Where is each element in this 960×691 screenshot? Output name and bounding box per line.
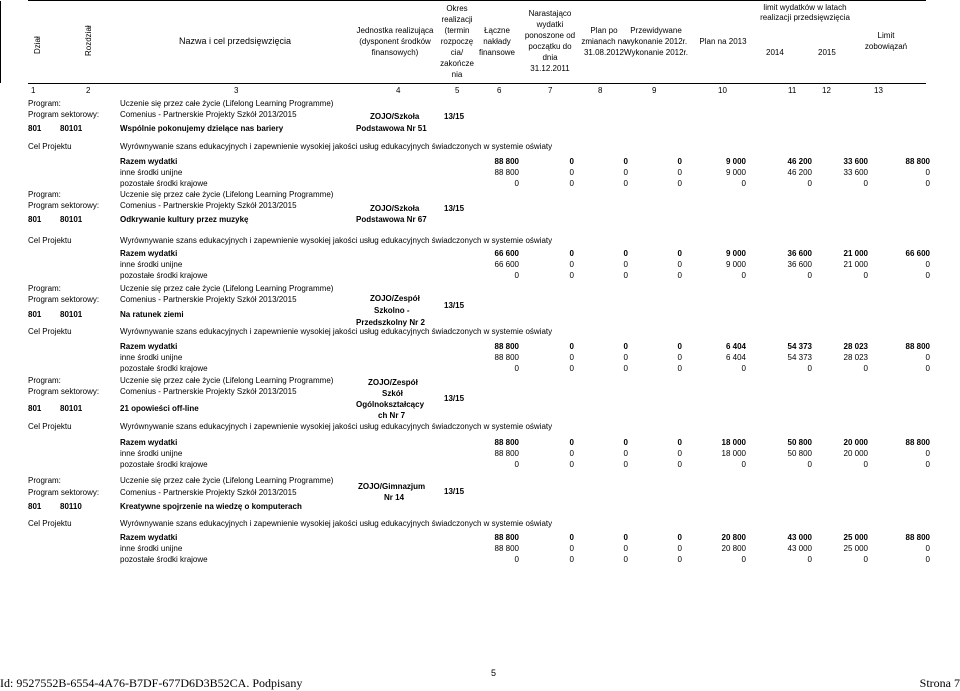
- row-razem-value: 33 600: [843, 157, 868, 166]
- row-pozostale-value: 0: [741, 460, 746, 469]
- row-razem-value: 18 000: [721, 438, 746, 447]
- row-razem-value: 46 200: [787, 157, 812, 166]
- header-przewidywane: Przewidywane wykonanie 2012r. Wykonanie 2012r.: [624, 25, 688, 57]
- colnum-5: 5: [455, 86, 460, 95]
- program-label: Program:: [28, 99, 61, 108]
- row-inne-value: 88 800: [494, 544, 519, 553]
- row-razem-value: 0: [677, 438, 682, 447]
- row-inne-value: 0: [925, 353, 930, 362]
- row-razem-value: 50 800: [787, 438, 812, 447]
- program-sektorowy-label: Program sektorowy:: [28, 387, 100, 396]
- row-inne-label: inne środki unijne: [120, 260, 183, 269]
- row-inne-label: inne środki unijne: [120, 544, 183, 553]
- row-pozostale-value: 0: [569, 460, 574, 469]
- project-unit-line: Szkół: [382, 389, 403, 398]
- program-sektorowy-value: Comenius - Partnerskie Projekty Szkół 2013/2015: [120, 110, 297, 119]
- row-inne-value: 21 000: [843, 260, 868, 269]
- row-inne-value: 18 000: [721, 449, 746, 458]
- header-nazwa: Nazwa i cel przedsięwzięcia: [178, 35, 292, 46]
- row-pozostale-value: 0: [514, 460, 519, 469]
- project-term: 13/15: [444, 204, 465, 213]
- row-razem-value: 88 800: [905, 533, 930, 542]
- row-pozostale-value: 0: [677, 364, 682, 373]
- header-2014: 2014: [766, 48, 784, 57]
- header-dzial: Dział: [33, 36, 42, 54]
- row-pozostale-value: 0: [569, 271, 574, 280]
- footer-strona: Strona 7: [919, 676, 960, 690]
- row-razem-value: 0: [623, 249, 628, 258]
- row-razem-value: 0: [677, 157, 682, 166]
- cel-projektu-value: Wyrównywanie szans edukacyjnych i zapewnienie wysokiej jakości usług edukacyjnych świadczonych w systemie oświaty: [120, 142, 553, 151]
- program-sektorowy-label: Program sektorowy:: [28, 201, 100, 210]
- project-rozdzial: 80101: [60, 310, 83, 319]
- header-laczne: Łączne nakłady finansowe: [478, 25, 516, 57]
- cel-projektu-label: Cel Projektu: [28, 519, 72, 528]
- row-inne-value: 0: [925, 449, 930, 458]
- row-pozostale-value: 0: [623, 364, 628, 373]
- row-razem-value: 20 800: [721, 533, 746, 542]
- row-inne-value: 0: [677, 353, 682, 362]
- colnum-13: 13: [874, 86, 883, 95]
- row-pozostale-value: 0: [863, 555, 868, 564]
- project-unit-line: Szkolno -: [374, 306, 410, 315]
- project-term: 13/15: [444, 112, 465, 121]
- row-inne-value: 0: [623, 353, 628, 362]
- row-pozostale-value: 0: [623, 271, 628, 280]
- cel-projektu-value: Wyrównywanie szans edukacyjnych i zapewnienie wysokiej jakości usług edukacyjnych świadczonych w systemie oświaty: [120, 236, 553, 245]
- row-pozostale-value: 0: [863, 460, 868, 469]
- row-inne-value: 46 200: [787, 168, 812, 177]
- program-sektorowy-label: Program sektorowy:: [28, 110, 100, 119]
- row-inne-value: 43 000: [787, 544, 812, 553]
- row-razem-value: 54 373: [787, 342, 812, 351]
- row-pozostale-value: 0: [925, 179, 930, 188]
- cel-projektu-value: Wyrównywanie szans edukacyjnych i zapewnienie wysokiej jakości usług edukacyjnych świadczonych w systemie oświaty: [120, 422, 553, 431]
- row-pozostale-label: pozostałe środki krajowe: [120, 555, 208, 564]
- project-unit: ZOJO/Szkoła: [370, 204, 420, 213]
- project-unit-line: Ogólnokształcący: [356, 400, 425, 409]
- row-pozostale-value: 0: [925, 460, 930, 469]
- project-name: Kreatywne spojrzenie na wiedzę o komputerach: [120, 502, 302, 511]
- row-pozostale-value: 0: [569, 364, 574, 373]
- row-razem-value: 9 000: [725, 157, 746, 166]
- header-limit-zob: Limit zobowiązań: [864, 31, 908, 51]
- row-inne-value: 88 800: [494, 168, 519, 177]
- project-unit-line: Przedszkolny Nr 2: [356, 318, 425, 327]
- colnum-10: 10: [718, 86, 727, 95]
- row-razem-value: 20 000: [843, 438, 868, 447]
- project-dzial: 801: [28, 310, 42, 319]
- row-razem-value: 6 404: [725, 342, 746, 351]
- row-pozostale-value: 0: [514, 271, 519, 280]
- row-inne-value: 50 800: [787, 449, 812, 458]
- colnum-4: 4: [396, 86, 401, 95]
- row-inne-value: 0: [925, 168, 930, 177]
- program-value: Uczenie się przez całe życie (Lifelong Learning Programme): [120, 190, 334, 199]
- project-rozdzial: 80101: [60, 404, 83, 413]
- row-pozostale-value: 0: [807, 555, 812, 564]
- row-razem-value: 25 000: [843, 533, 868, 542]
- project-dzial: 801: [28, 124, 42, 133]
- row-inne-value: 0: [569, 353, 574, 362]
- colnum-7: 7: [548, 86, 553, 95]
- row-razem-label: Razem wydatki: [120, 342, 178, 351]
- row-inne-value: 0: [623, 168, 628, 177]
- row-razem-value: 0: [569, 249, 574, 258]
- header-narastajaco: Narastająco wydatki ponoszone od początku do dnia 31.12.2011: [524, 9, 576, 73]
- header-rozdzial: Rozdział: [84, 25, 93, 56]
- row-pozostale-value: 0: [741, 271, 746, 280]
- cel-projektu-label: Cel Projektu: [28, 142, 72, 151]
- project-unit-line: Nr 14: [384, 493, 405, 502]
- colnum-1: 1: [31, 86, 36, 95]
- row-pozostale-value: 0: [741, 364, 746, 373]
- row-inne-value: 0: [677, 260, 682, 269]
- project-rozdzial: 80110: [60, 502, 82, 511]
- row-razem-value: 66 600: [905, 249, 930, 258]
- page-number: 5: [491, 668, 497, 678]
- header-2015: 2015: [818, 48, 836, 57]
- program-value: Uczenie się przez całe życie (Lifelong Learning Programme): [120, 284, 334, 293]
- row-pozostale-value: 0: [925, 271, 930, 280]
- row-razem-value: 0: [569, 438, 574, 447]
- row-inne-value: 0: [569, 449, 574, 458]
- project-unit-line: Podstawowa Nr 67: [356, 215, 427, 224]
- footer-id: Id: 9527552B-6554-4A76-B7DF-677D6D3B52CA. Podpisany: [0, 676, 303, 690]
- cel-projektu-value: Wyrównywanie szans edukacyjnych i zapewnienie wysokiej jakości usług edukacyjnych świadczonych w systemie oświaty: [120, 327, 553, 336]
- row-razem-value: 88 800: [905, 342, 930, 351]
- row-razem-value: 0: [623, 533, 628, 542]
- row-inne-value: 0: [569, 260, 574, 269]
- project-name: Na ratunek ziemi: [120, 310, 184, 319]
- cel-projektu-label: Cel Projektu: [28, 236, 72, 245]
- project-name: Wspólnie pokonujemy dzielące nas bariery: [120, 124, 284, 133]
- program-sektorowy-value: Comenius - Partnerskie Projekty Szkół 2013/2015: [120, 201, 297, 210]
- row-pozostale-value: 0: [677, 179, 682, 188]
- row-pozostale-label: pozostałe środki krajowe: [120, 271, 208, 280]
- row-pozostale-value: 0: [677, 555, 682, 564]
- row-pozostale-value: 0: [925, 555, 930, 564]
- row-pozostale-label: pozostałe środki krajowe: [120, 364, 208, 373]
- project-dzial: 801: [28, 404, 42, 413]
- row-pozostale-value: 0: [807, 460, 812, 469]
- program-value: Uczenie się przez całe życie (Lifelong Learning Programme): [120, 376, 334, 385]
- row-inne-value: 20 000: [843, 449, 868, 458]
- colnum-9: 9: [652, 86, 657, 95]
- colnum-3: 3: [234, 86, 239, 95]
- row-inne-value: 25 000: [843, 544, 868, 553]
- row-pozostale-value: 0: [741, 555, 746, 564]
- row-pozostale-value: 0: [863, 364, 868, 373]
- cel-projektu-label: Cel Projektu: [28, 422, 72, 431]
- row-razem-value: 88 800: [494, 533, 519, 542]
- row-inne-value: 6 404: [725, 353, 746, 362]
- row-razem-value: 0: [677, 342, 682, 351]
- project-name: 21 opowieści off-line: [120, 404, 199, 413]
- row-inne-value: 0: [677, 449, 682, 458]
- row-pozostale-value: 0: [863, 271, 868, 280]
- row-razem-value: 88 800: [905, 157, 930, 166]
- row-inne-value: 0: [623, 260, 628, 269]
- row-razem-value: 28 023: [843, 342, 868, 351]
- row-inne-value: 0: [569, 168, 574, 177]
- row-inne-value: 88 800: [494, 449, 519, 458]
- row-inne-value: 66 600: [494, 260, 519, 269]
- row-pozostale-value: 0: [569, 179, 574, 188]
- row-inne-value: 36 600: [787, 260, 812, 269]
- row-inne-value: 0: [623, 449, 628, 458]
- row-pozostale-value: 0: [569, 555, 574, 564]
- colnum-12: 12: [822, 86, 831, 95]
- row-inne-value: 9 000: [725, 260, 746, 269]
- project-name: Odkrywanie kultury przez muzykę: [120, 215, 249, 224]
- row-pozostale-value: 0: [925, 364, 930, 373]
- row-razem-label: Razem wydatki: [120, 249, 178, 258]
- program-label: Program:: [28, 476, 61, 485]
- project-term: 13/15: [444, 487, 465, 496]
- project-unit-line: Podstawowa Nr 51: [356, 124, 427, 133]
- row-inne-value: 88 800: [494, 353, 519, 362]
- header-plan2013: Plan na 2013: [699, 36, 747, 46]
- row-razem-label: Razem wydatki: [120, 438, 178, 447]
- row-pozostale-label: pozostałe środki krajowe: [120, 460, 208, 469]
- project-rozdzial: 80101: [60, 124, 83, 133]
- row-pozostale-value: 0: [514, 555, 519, 564]
- row-pozostale-value: 0: [807, 179, 812, 188]
- row-razem-label: Razem wydatki: [120, 157, 178, 166]
- cel-projektu-value: Wyrównywanie szans edukacyjnych i zapewnienie wysokiej jakości usług edukacyjnych świadczonych w systemie oświaty: [120, 519, 553, 528]
- row-razem-value: 0: [569, 157, 574, 166]
- row-pozostale-value: 0: [677, 460, 682, 469]
- row-inne-value: 33 600: [843, 168, 868, 177]
- row-inne-label: inne środki unijne: [120, 353, 183, 362]
- program-sektorowy-value: Comenius - Partnerskie Projekty Szkół 2013/2015: [120, 488, 297, 497]
- row-razem-value: 43 000: [787, 533, 812, 542]
- row-inne-label: inne środki unijne: [120, 449, 183, 458]
- row-razem-value: 0: [623, 342, 628, 351]
- program-sektorowy-label: Program sektorowy:: [28, 295, 100, 304]
- row-razem-value: 0: [677, 249, 682, 258]
- row-razem-value: 66 600: [494, 249, 519, 258]
- project-term: 13/15: [444, 394, 465, 403]
- program-label: Program:: [28, 284, 61, 293]
- project-unit: ZOJO/Szkoła: [370, 112, 420, 121]
- row-inne-value: 0: [925, 544, 930, 553]
- row-inne-label: inne środki unijne: [120, 168, 183, 177]
- row-razem-value: 88 800: [494, 157, 519, 166]
- project-dzial: 801: [28, 502, 42, 511]
- row-inne-value: 28 023: [843, 353, 868, 362]
- row-pozostale-value: 0: [677, 271, 682, 280]
- row-inne-value: 0: [925, 260, 930, 269]
- row-pozostale-value: 0: [623, 555, 628, 564]
- header-plan-po: Plan po zmianach na 31.08.2012: [581, 25, 627, 57]
- program-sektorowy-value: Comenius - Partnerskie Projekty Szkół 2013/2015: [120, 387, 297, 396]
- colnum-2: 2: [86, 86, 91, 95]
- project-rozdzial: 80101: [60, 215, 83, 224]
- row-razem-value: 0: [569, 342, 574, 351]
- row-razem-value: 36 600: [787, 249, 812, 258]
- project-term: 13/15: [444, 301, 465, 310]
- row-pozostale-value: 0: [741, 179, 746, 188]
- colnum-8: 8: [598, 86, 603, 95]
- row-inne-value: 0: [623, 544, 628, 553]
- program-value: Uczenie się przez całe życie (Lifelong Learning Programme): [120, 476, 334, 485]
- row-razem-value: 88 800: [494, 438, 519, 447]
- row-pozostale-value: 0: [623, 460, 628, 469]
- row-pozostale-value: 0: [514, 179, 519, 188]
- row-pozostale-value: 0: [807, 271, 812, 280]
- program-sektorowy-value: Comenius - Partnerskie Projekty Szkół 2013/2015: [120, 295, 297, 304]
- header-jednostka: Jednostka realizująca (dysponent środków finansowych): [356, 25, 434, 57]
- row-pozostale-value: 0: [514, 364, 519, 373]
- row-inne-value: 0: [569, 544, 574, 553]
- row-pozostale-label: pozostałe środki krajowe: [120, 179, 208, 188]
- header-okres: Okres realizacji (termin rozpoczę cia/ zakończe nia: [440, 3, 474, 79]
- row-razem-value: 21 000: [843, 249, 868, 258]
- row-razem-label: Razem wydatki: [120, 533, 178, 542]
- project-unit: ZOJO/Zespół: [370, 294, 420, 303]
- row-razem-value: 9 000: [725, 249, 746, 258]
- row-inne-value: 9 000: [725, 168, 746, 177]
- row-inne-value: 0: [677, 168, 682, 177]
- project-unit: ZOJO/Zespół: [368, 378, 418, 387]
- row-pozostale-value: 0: [807, 364, 812, 373]
- project-unit-line: ch Nr 7: [378, 411, 406, 420]
- row-inne-value: 0: [677, 544, 682, 553]
- cel-projektu-label: Cel Projektu: [28, 327, 72, 336]
- row-inne-value: 20 800: [721, 544, 746, 553]
- program-sektorowy-label: Program sektorowy:: [28, 488, 100, 497]
- row-razem-value: 0: [623, 157, 628, 166]
- program-label: Program:: [28, 190, 61, 199]
- project-unit: ZOJO/Gimnazjum: [358, 482, 426, 491]
- row-razem-value: 88 800: [494, 342, 519, 351]
- colnum-6: 6: [497, 86, 502, 95]
- row-inne-value: 54 373: [787, 353, 812, 362]
- program-value: Uczenie się przez całe życie (Lifelong Learning Programme): [120, 99, 334, 108]
- row-pozostale-value: 0: [863, 179, 868, 188]
- row-razem-value: 88 800: [905, 438, 930, 447]
- header-limit-latach: limit wydatków w latach realizacji przedsięwzięcia: [760, 3, 850, 22]
- project-dzial: 801: [28, 215, 42, 224]
- colnum-11: 11: [788, 86, 797, 95]
- row-razem-value: 0: [623, 438, 628, 447]
- program-label: Program:: [28, 376, 61, 385]
- row-pozostale-value: 0: [623, 179, 628, 188]
- row-razem-value: 0: [569, 533, 574, 542]
- row-razem-value: 0: [677, 533, 682, 542]
